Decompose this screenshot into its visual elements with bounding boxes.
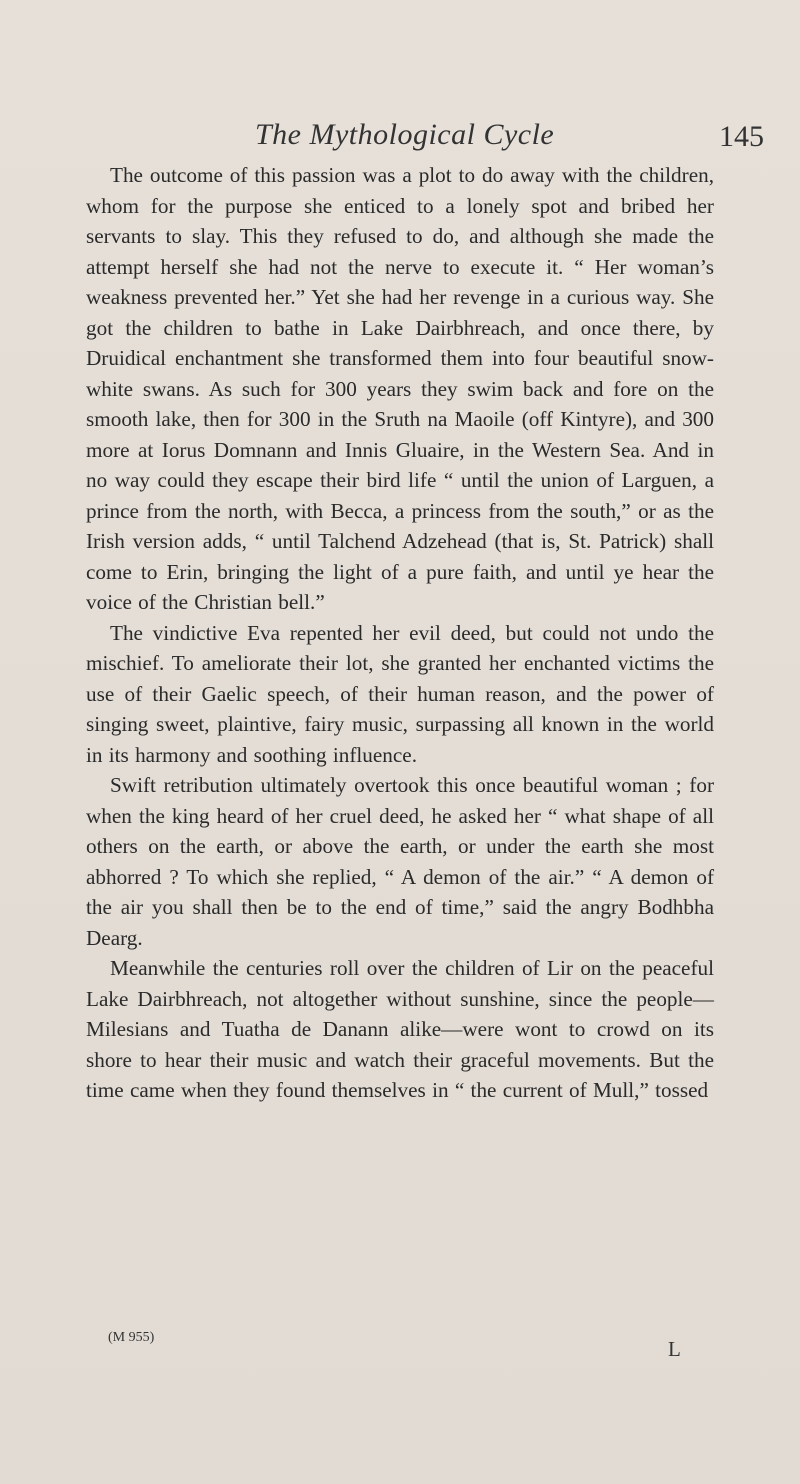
- paragraph-swans-enchantment: The outcome of this passion was a plot to do away with the children, whom for the purpose she enticed to a lonely spot and bribed her servants to slay. This they refused to do, and although she made the attempt herself she had not the nerve to execute it. “ Her woman’s weakness prevented her.” Yet she had her revenge in a curious way. She got the children to bathe in Lake Dairbhreach, and once there, by Druidical enchantment she transformed them into four beautiful snow-white swans. As such for 300 years they swim back and fore on the smooth lake, then for 300 in the Sruth na Maoile (off Kintyre), and 300 more at Iorus Domnann and Innis Gluaire, in the Western Sea. And in no way could they escape their bird life “ until the union of Larguen, a prince from the north, with Becca, a princess from the south,” or as the Irish version adds, “ until Talchend Adzehead (that is, St. Patrick) shall come to Erin, bringing the light of a pure faith, and until ye hear the voice of the Christian bell.”: [86, 163, 714, 614]
- paragraph-retribution: Swift retribution ultimately overtook this once beautiful woman ; for when the king heard of her cruel deed, he asked her “ what shape of all others on the earth, or above the earth, or under the earth she most abhorred ? To which she replied, “ A demon of the air.” “ A demon of the air you shall then be to the end of time,” said the angry Bodhbha Dearg.: [86, 773, 714, 950]
- running-title: The Mythological Cycle: [255, 118, 555, 151]
- paragraph-eva-repents: The vindictive Eva repented her evil deed, but could not undo the mischief. To ameliorate their lot, she granted her enchanted victims the use of their Gaelic speech, of their human reason, and the power of singing sweet, plaintive, fairy music, surpassing all known in the world in its harmony and soothing influence.: [86, 620, 714, 767]
- printer-signature-mark: (M 955): [108, 1330, 155, 1345]
- paragraph-centuries-roll: Meanwhile the centuries roll over the children of Lir on the peaceful Lake Dairbhreach, not altogether without sunshine, since the people—Milesians and Tuatha de Danann alike—were wont to crowd on its shore to hear their music and watch their graceful movements. But the time came when they found themselves in “ the current of Mull,” tossed: [86, 956, 714, 1102]
- page-number: 145: [719, 120, 764, 153]
- gathering-letter: L: [668, 1337, 681, 1361]
- body-text: [86, 160, 714, 1106]
